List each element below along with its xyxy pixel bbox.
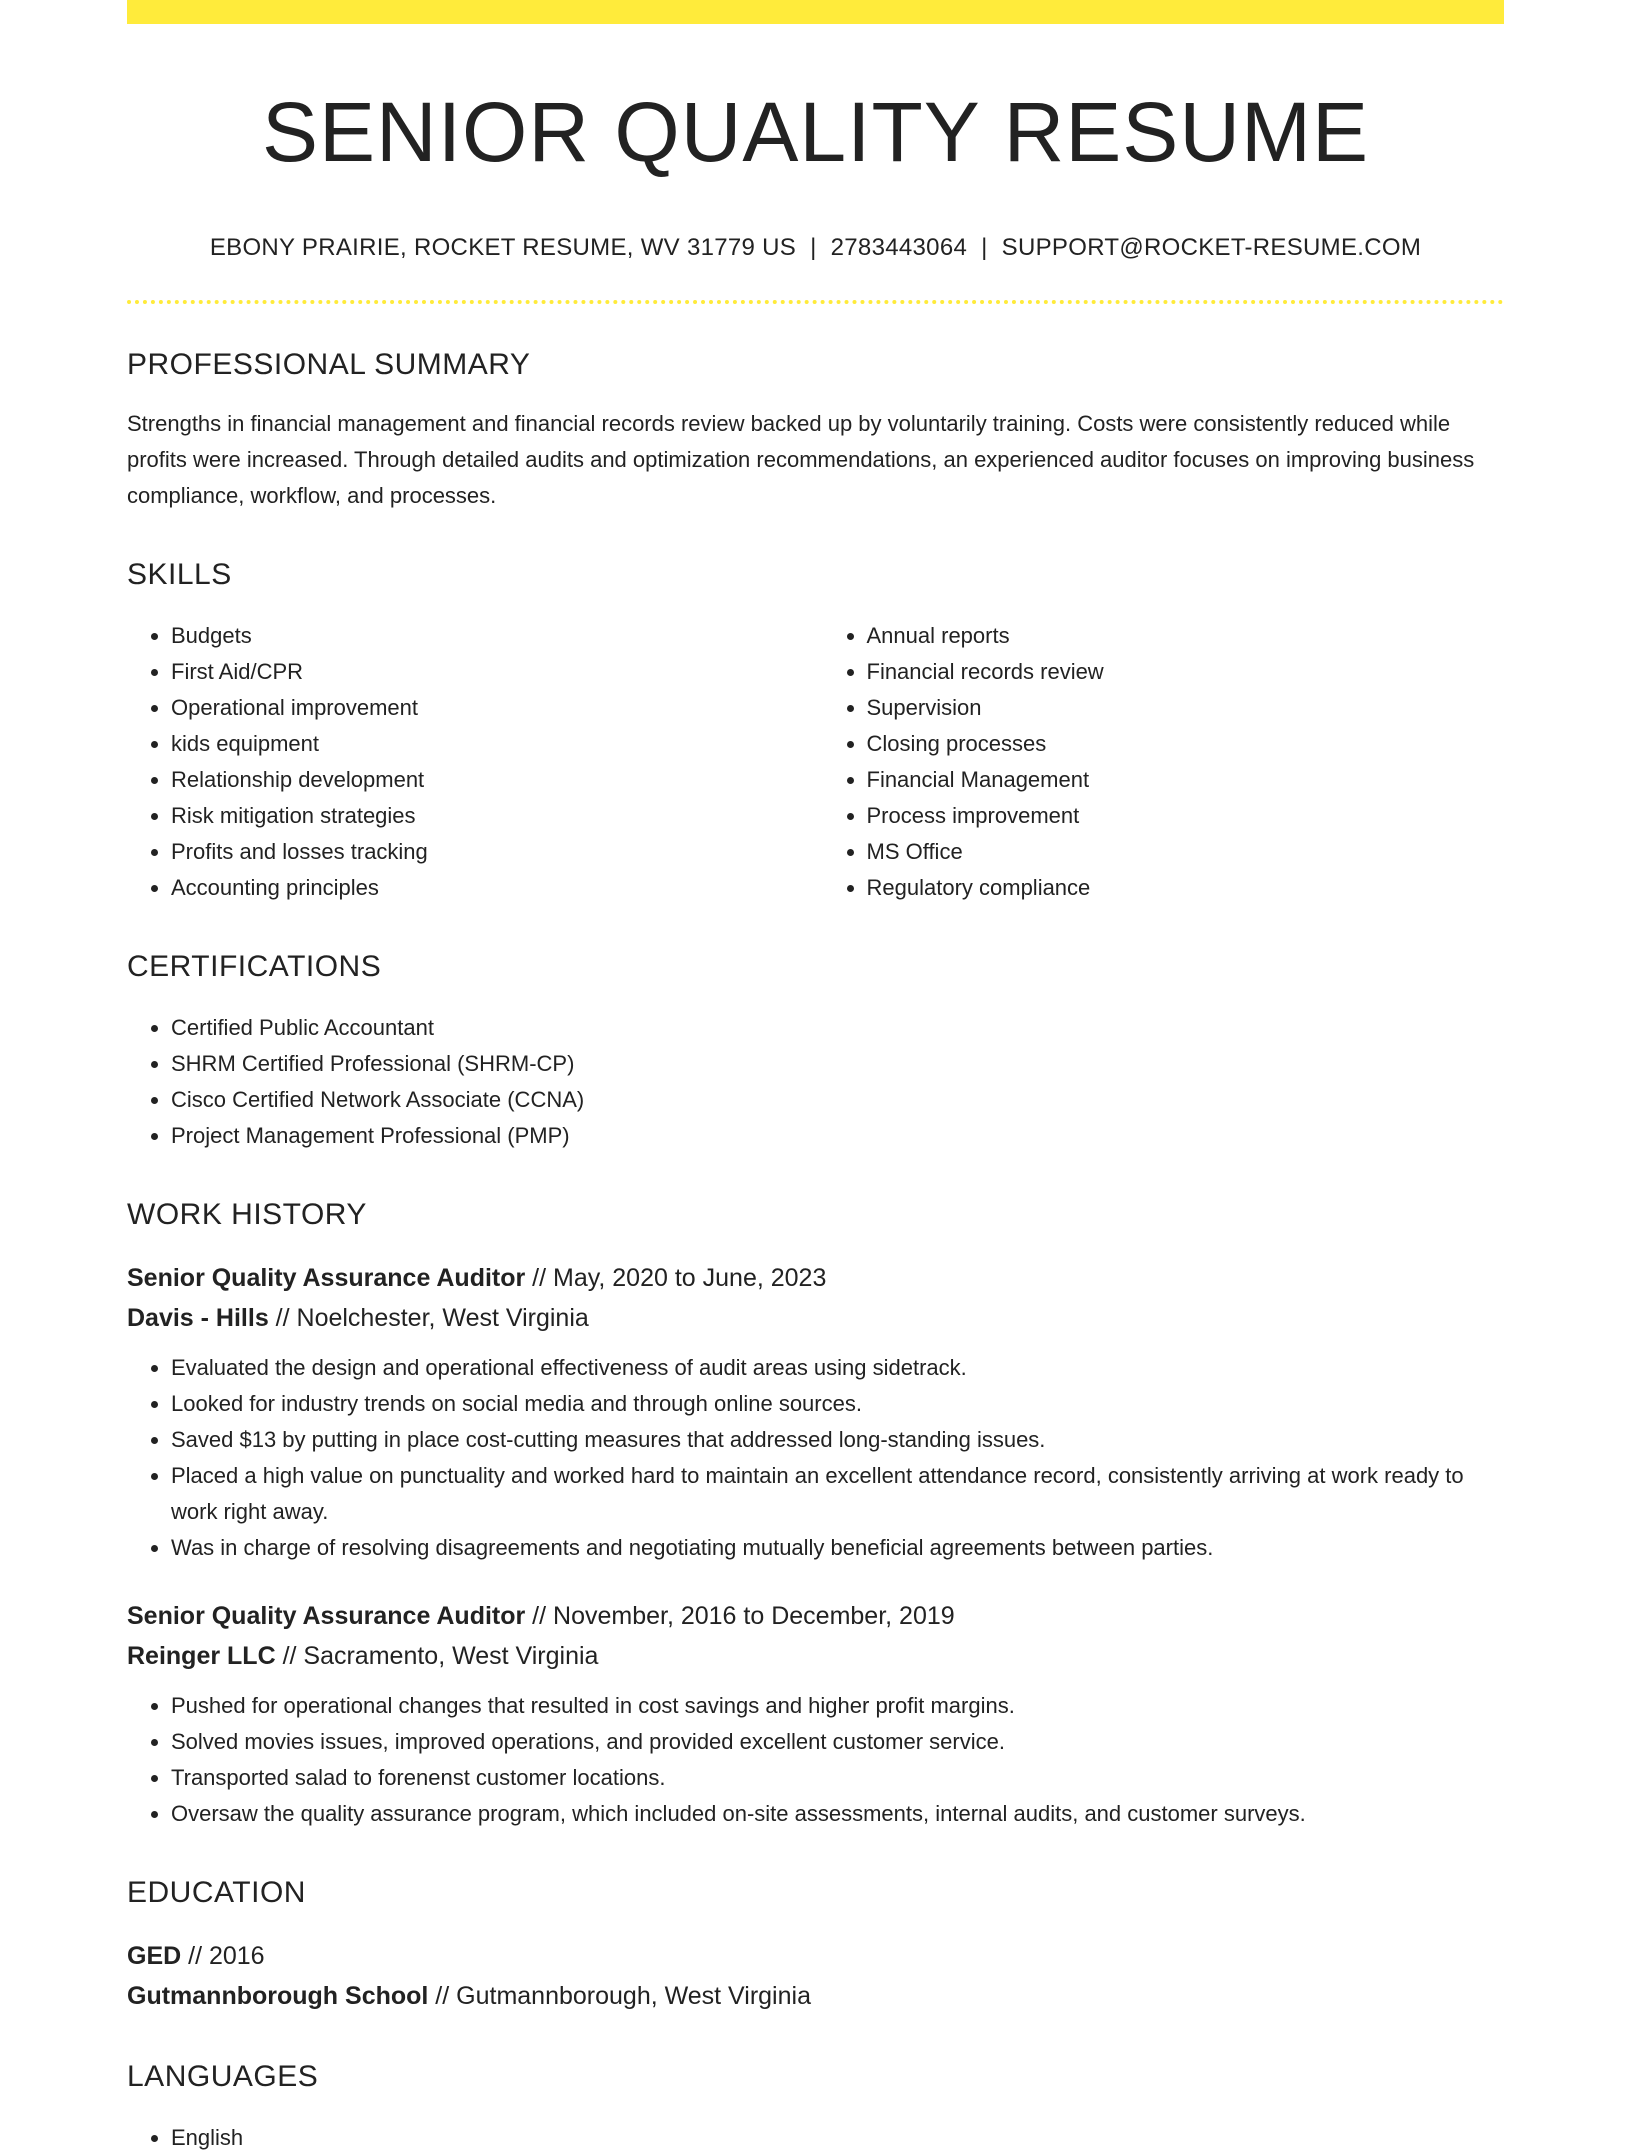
- certification-item: • Certified Public Accountant: [171, 1010, 1504, 1046]
- languages-list: [127, 2120, 1504, 2156]
- job-role: Senior Quality Assurance Auditor: [127, 1264, 526, 1293]
- job-title-line: [127, 1258, 1504, 1298]
- job-entry: [127, 1258, 1504, 1566]
- top-accent-bar: [127, 0, 1504, 24]
- certifications-heading: CERTIFICATIONS: [127, 950, 382, 984]
- certification-item: • Project Management Professional (PMP): [171, 1118, 1504, 1154]
- job-bullet: • Was in charge of resolving disagreements and negotiating mutually beneficial agreements between parties.: [171, 1530, 1504, 1566]
- skills-list-left: [127, 618, 816, 906]
- skill-item: • MS Office: [867, 834, 1505, 870]
- contact-phone: 2783443064: [830, 234, 968, 262]
- skill-item: • Process improvement: [867, 798, 1505, 834]
- education-degree-line: [127, 1936, 1504, 1976]
- job-bullets: [127, 1688, 1504, 1832]
- job-entry: [127, 1596, 1504, 1832]
- job-title-line: [127, 1596, 1504, 1636]
- education-year: // 2016: [181, 1942, 265, 1971]
- job-bullet: • Transported salad to forenenst customer locations.: [171, 1760, 1504, 1796]
- skills-grid: [127, 618, 1504, 906]
- skill-item: • Operational improvement: [171, 690, 816, 726]
- skill-item: • kids equipment: [171, 726, 816, 762]
- job-bullet: • Oversaw the quality assurance program, which included on-site assessments, internal audits, and customer surveys.: [171, 1796, 1504, 1832]
- contact-separator: |: [981, 234, 988, 262]
- summary-heading: PROFESSIONAL SUMMARY: [127, 348, 531, 382]
- job-dates: // November, 2016 to December, 2019: [525, 1602, 955, 1631]
- skill-item: • Annual reports: [867, 618, 1505, 654]
- job-company-line: [127, 1298, 1504, 1338]
- job-bullets: [127, 1350, 1504, 1566]
- education-heading: EDUCATION: [127, 1876, 306, 1910]
- job-bullet: • Pushed for operational changes that resulted in cost savings and higher profit margins.: [171, 1688, 1504, 1724]
- skill-item: • Relationship development: [171, 762, 816, 798]
- dotted-divider: [127, 300, 1504, 304]
- contact-address: EBONY PRAIRIE, ROCKET RESUME, WV 31779 US: [209, 234, 797, 262]
- contact-separator: |: [810, 234, 817, 262]
- job-role: Senior Quality Assurance Auditor: [127, 1602, 526, 1631]
- summary-text: Strengths in financial management and financial records review backed up by voluntarily training. Costs were consistently reduced while profits were increased. Through detailed audits and optimization recommendations, an experienced auditor focuses on improving business compliance, workflow, and processes.: [127, 411, 1475, 509]
- skill-item: • Profits and losses tracking: [171, 834, 816, 870]
- education-degree: GED: [127, 1942, 182, 1971]
- contact-email: SUPPORT@ROCKET-RESUME.COM: [1001, 234, 1422, 262]
- job-location: // Sacramento, West Virginia: [275, 1642, 599, 1671]
- education-school: Gutmannborough School: [127, 1982, 429, 2011]
- job-bullet: • Saved $13 by putting in place cost-cutting measures that addressed long-standing issues.: [171, 1422, 1504, 1458]
- skill-item: • Risk mitigation strategies: [171, 798, 816, 834]
- job-company: Davis - Hills: [127, 1304, 269, 1333]
- job-location: // Noelchester, West Virginia: [268, 1304, 589, 1333]
- skill-item: • Financial Management: [867, 762, 1505, 798]
- skill-item: • Financial records review: [867, 654, 1505, 690]
- resume-page: [127, 0, 1504, 2156]
- resume-title: SENIOR QUALITY RESUME: [261, 85, 1369, 179]
- certification-item: • SHRM Certified Professional (SHRM-CP): [171, 1046, 1504, 1082]
- job-company: Reinger LLC: [127, 1642, 276, 1671]
- skills-heading: SKILLS: [127, 558, 232, 592]
- work-history-heading: WORK HISTORY: [127, 1198, 367, 1232]
- education-location: // Gutmannborough, West Virginia: [428, 1982, 811, 2011]
- skill-item: • Supervision: [867, 690, 1505, 726]
- languages-heading: LANGUAGES: [127, 2060, 319, 2094]
- contact-line: [127, 234, 1504, 262]
- skill-item: • Budgets: [171, 618, 816, 654]
- skills-list-right: [816, 618, 1505, 906]
- certification-item: • Cisco Certified Network Associate (CCNA): [171, 1082, 1504, 1118]
- job-bullet: • Placed a high value on punctuality and worked hard to maintain an excellent attendance record, consistently arriving at work ready to work right away.: [171, 1458, 1504, 1530]
- skill-item: • Accounting principles: [171, 870, 816, 906]
- job-dates: // May, 2020 to June, 2023: [525, 1264, 827, 1293]
- skill-item: • Regulatory compliance: [867, 870, 1505, 906]
- job-bullet: • Solved movies issues, improved operations, and provided excellent customer service.: [171, 1724, 1504, 1760]
- certifications-list: [127, 1010, 1504, 1154]
- skill-item: • First Aid/CPR: [171, 654, 816, 690]
- job-company-line: [127, 1636, 1504, 1676]
- job-bullet: • Evaluated the design and operational effectiveness of audit areas using sidetrack.: [171, 1350, 1504, 1386]
- language-item: • English: [171, 2120, 1504, 2156]
- education-school-line: [127, 1976, 1504, 2016]
- skill-item: • Closing processes: [867, 726, 1505, 762]
- job-bullet: • Looked for industry trends on social media and through online sources.: [171, 1386, 1504, 1422]
